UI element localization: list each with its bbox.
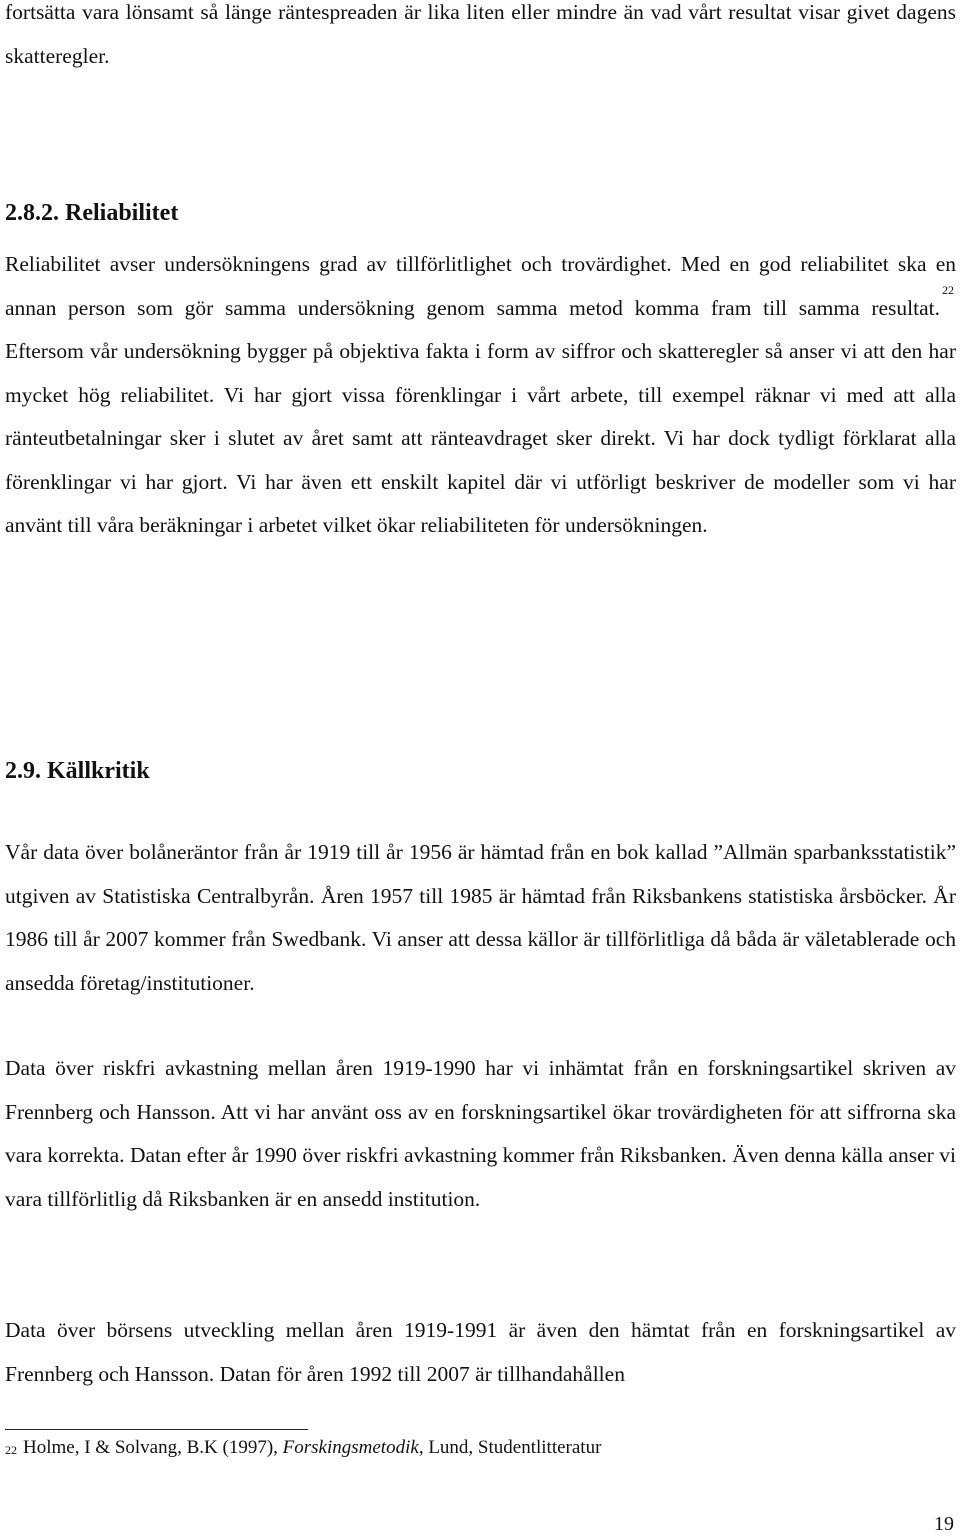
footnote (5, 1436, 601, 1460)
section-heading-source-criticism: 2.9. Källkritik (5, 758, 150, 784)
footnote-publisher: , Lund, Studentlitteratur (418, 1437, 602, 1458)
paragraph-sources-2: Data över riskfri avkastning mellan åren 1919-1990 har vi inhämtat från en forskningsartikel skriven av Frennberg och Hansson. Att vi har använt oss av en forskningsartikel ökar trovärdigheten för att siffrorna ska vara korrekta. Datan efter år 1990 över riskfri avkastning kommer från Riksbanken. Även denna källa anser vi vara tillförlitlig då Riksbanken är en ansedd institution. (5, 1056, 956, 1211)
footnote-authors: Holme, I & Solvang, B.K (1997), (23, 1437, 278, 1458)
paragraph-intro: fortsätta vara lönsamt så länge räntespreaden är lika liten eller mindre än vad vårt resultat visar givet dagens skatteregler. (5, 0, 956, 68)
paragraph-sources-3: Data över börsens utveckling mellan åren 1919-1991 är även den hämtat från en forskningsartikel av Frennberg och Hansson. Datan för åren 1992 till 2007 är tillhandahållen (5, 1318, 956, 1386)
reliability-text-a: Reliabilitet avser undersökningens grad av tillförlitlighet och trovärdighet. Med en god reliabilitet ska en annan person som gör samma undersökning genom samma metod komma fram till samma resultat. (5, 252, 956, 320)
footnote-number: 22 (5, 1443, 17, 1457)
footnote-reference[interactable]: 22 (942, 282, 954, 297)
page-number: 19 (934, 1513, 954, 1535)
section-heading-reliability: 2.8.2. Reliabilitet (5, 200, 179, 226)
paragraph-reliability (5, 243, 956, 548)
footnote-book-title: Forskingsmetodik (282, 1437, 419, 1458)
paragraph-sources-1: Vår data över bolåneräntor från år 1919 till år 1956 är hämtad från en bok kallad ”Allmän sparbanksstatistik” utgiven av Statistiska Centralbyrån. Åren 1957 till 1985 är hämtad från Riksbankens statistiska årsböcker. År 1986 till år 2007 kommer från Swedbank. Vi anser att dessa källor är tillförlitliga då båda är väletablerade och ansedda företag/institutioner. (5, 840, 956, 995)
reliability-text-b: Eftersom vår undersökning bygger på objektiva fakta i form av siffror och skatteregler så anser vi att den har mycket hög reliabilitet. Vi har gjort vissa förenklingar i vårt arbete, till exempel räknar vi med att alla ränteutbetalningar sker i slutet av året samt att ränteavdraget sker direkt. Vi har dock tydligt förklarat alla förenklingar vi har gjort. Vi har även ett enskilt kapitel där vi utförligt beskriver de modeller som vi har använt till våra beräkningar i arbetet vilket ökar reliabiliteten för undersökningen. (5, 339, 956, 537)
footnote-divider (5, 1429, 308, 1430)
